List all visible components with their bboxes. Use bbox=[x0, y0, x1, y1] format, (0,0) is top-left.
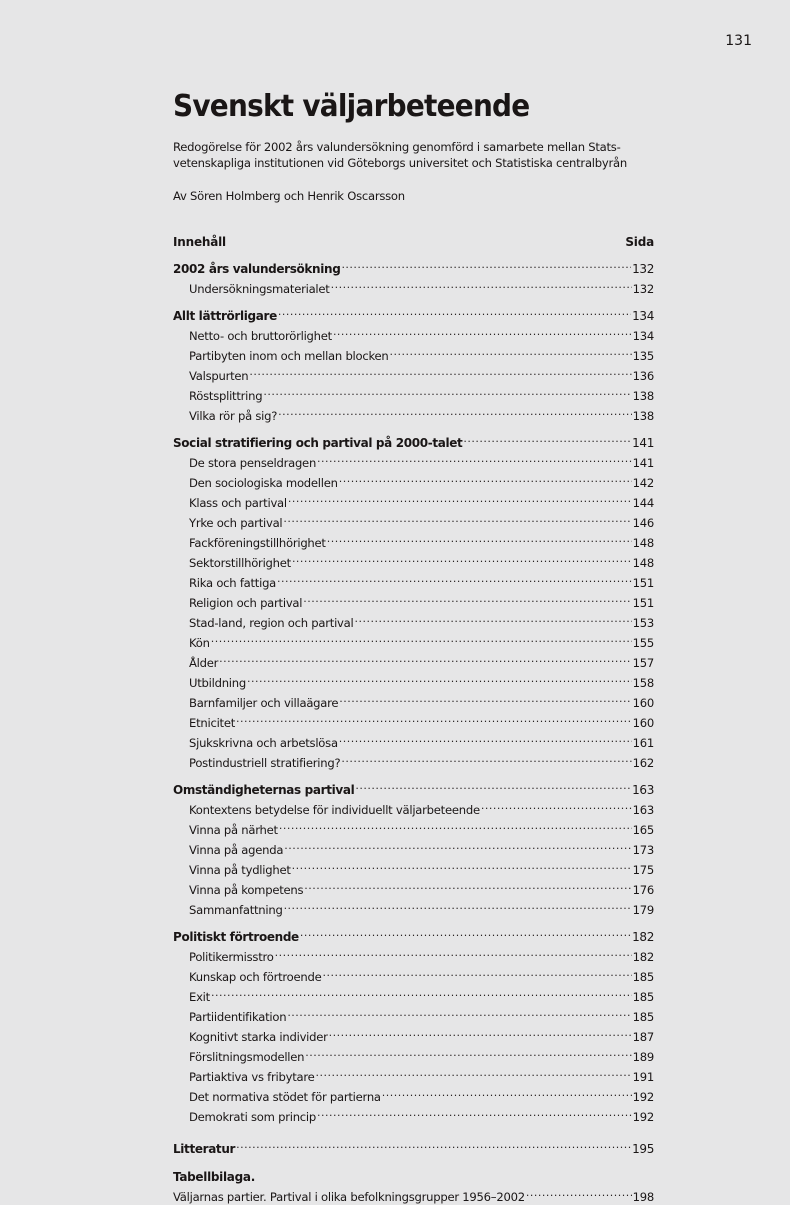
toc-dot-leader bbox=[331, 277, 632, 293]
toc-entry[interactable] bbox=[173, 945, 654, 965]
toc-entry-title: Demokrati som princip bbox=[189, 1110, 316, 1124]
toc-dot-leader bbox=[339, 731, 632, 747]
toc-entry-page: 175 bbox=[632, 863, 654, 877]
toc-entry-title: Etnicitet bbox=[189, 716, 236, 730]
document-title: Svenskt väljarbeteende bbox=[173, 89, 530, 124]
toc-dot-leader bbox=[236, 711, 632, 727]
toc-entry-page: 157 bbox=[632, 656, 654, 670]
subtitle-line: vetenskapliga institutionen vid Göteborgs universitet och Statistiska centralbyrån bbox=[173, 156, 627, 170]
toc-entry[interactable] bbox=[173, 985, 654, 1005]
toc-dot-leader bbox=[278, 404, 631, 420]
toc-entry-title: Stad-land, region och partival bbox=[189, 616, 354, 630]
toc-entry[interactable] bbox=[173, 1025, 654, 1045]
toc-entry[interactable] bbox=[173, 591, 654, 611]
toc-dot-leader bbox=[341, 751, 631, 767]
toc-entry[interactable] bbox=[173, 711, 654, 731]
toc-entry[interactable] bbox=[173, 531, 654, 551]
toc-dot-leader bbox=[339, 471, 632, 487]
toc-entry-title: Sammanfattning bbox=[189, 903, 283, 917]
toc-entry[interactable] bbox=[173, 1105, 654, 1125]
toc-entry-page: 155 bbox=[632, 636, 654, 650]
toc-entry[interactable] bbox=[173, 751, 654, 771]
toc-entry-title: De stora penseldragen bbox=[189, 456, 317, 470]
toc-entry-title: Den sociologiska modellen bbox=[189, 476, 338, 490]
document-authors: Av Sören Holmberg och Henrik Oscarsson bbox=[173, 189, 405, 203]
toc-entry-page: 162 bbox=[632, 756, 654, 770]
toc-entry-page: 176 bbox=[632, 883, 654, 897]
toc-entry[interactable] bbox=[173, 1085, 654, 1105]
toc-dot-leader bbox=[236, 1137, 631, 1153]
toc-dot-leader bbox=[323, 965, 632, 981]
toc-entry-page: 187 bbox=[632, 1030, 654, 1044]
toc-section-heading[interactable] bbox=[173, 304, 654, 324]
toc-dot-leader bbox=[211, 631, 632, 647]
toc-dot-leader bbox=[277, 571, 632, 587]
toc-dot-leader bbox=[304, 878, 631, 894]
toc-entry-title: Litteratur bbox=[173, 1142, 236, 1156]
toc-dot-leader bbox=[341, 257, 631, 273]
toc-entry[interactable] bbox=[173, 1005, 654, 1025]
toc-dot-leader bbox=[288, 491, 632, 507]
toc-entry-page: 141 bbox=[632, 456, 654, 470]
toc-entry-title: Social stratifiering och partival på 2000-talet bbox=[173, 436, 463, 450]
toc-dot-leader bbox=[284, 898, 632, 914]
toc-entry-title: Förslitningsmodellen bbox=[189, 1050, 305, 1064]
toc-entry-title: Politiskt förtroende bbox=[173, 930, 299, 944]
toc-entry[interactable] bbox=[173, 324, 654, 344]
toc-entry-title: Rika och fattiga bbox=[189, 576, 277, 590]
toc-section bbox=[173, 304, 654, 424]
toc-entry-title: Vinna på närhet bbox=[189, 823, 278, 837]
toc-entry[interactable] bbox=[173, 1065, 654, 1085]
toc-dot-leader bbox=[329, 1025, 632, 1041]
toc-entry-page: 141 bbox=[632, 436, 654, 450]
toc-dot-leader bbox=[300, 925, 631, 941]
toc-entry-title: Netto- och bruttorörlighet bbox=[189, 329, 332, 343]
toc-header-contents: Innehåll bbox=[173, 235, 226, 249]
toc-dot-leader bbox=[333, 324, 632, 340]
toc-entry-title: Utbildning bbox=[189, 676, 246, 690]
toc-entry[interactable] bbox=[173, 611, 654, 631]
toc-dot-leader bbox=[284, 838, 631, 854]
toc-entry-title: Ålder bbox=[189, 656, 219, 670]
toc-entry-page: 160 bbox=[632, 696, 654, 710]
toc-dot-leader bbox=[355, 778, 631, 794]
toc-entry-page: 195 bbox=[632, 1142, 654, 1156]
toc-entry-page: 138 bbox=[632, 409, 654, 423]
toc-entry-title: Barnfamiljer och villaägare bbox=[189, 696, 339, 710]
toc-dot-leader bbox=[463, 431, 631, 447]
toc-entry-page: 165 bbox=[632, 823, 654, 837]
toc-entry-title: Vinna på agenda bbox=[189, 843, 284, 857]
toc-header bbox=[173, 234, 654, 250]
toc-entry-title: 2002 års valundersökning bbox=[173, 262, 341, 276]
toc-entry-title: Kontextens betydelse för individuellt väljarbeteende bbox=[189, 803, 480, 817]
toc-entry-page: 185 bbox=[632, 1010, 654, 1024]
toc-entry[interactable] bbox=[173, 471, 654, 491]
toc-entry[interactable] bbox=[173, 451, 654, 471]
toc-entry-title: Partibyten inom och mellan blocken bbox=[189, 349, 389, 363]
toc-entry-page: 134 bbox=[632, 329, 654, 343]
toc-dot-leader bbox=[382, 1085, 632, 1101]
toc-dot-leader bbox=[292, 858, 632, 874]
toc-entry[interactable] bbox=[173, 344, 654, 364]
toc-dot-leader bbox=[316, 1065, 632, 1081]
toc-entry-page: 163 bbox=[632, 783, 654, 797]
toc-section bbox=[173, 1137, 654, 1157]
toc-dot-leader bbox=[211, 985, 632, 1001]
toc-entry-title: Det normativa stödet för partierna bbox=[189, 1090, 381, 1104]
subtitle-line: Redogörelse för 2002 års valundersökning genomförd i samarbete mellan Stats- bbox=[173, 140, 621, 154]
toc-entry-title: Yrke och partival bbox=[189, 516, 283, 530]
toc-dot-leader bbox=[275, 945, 632, 961]
document-content bbox=[173, 88, 654, 1205]
toc-entry-title: Klass och partival bbox=[189, 496, 287, 510]
toc-entry-page: 151 bbox=[632, 576, 654, 590]
toc-dot-leader bbox=[390, 344, 632, 360]
toc-entry-page: 148 bbox=[632, 536, 654, 550]
toc-entry-title: Omständigheternas partival bbox=[173, 783, 355, 797]
toc-appendix-entry[interactable] bbox=[173, 1185, 654, 1205]
toc-entry-page: 132 bbox=[632, 282, 654, 296]
toc-appendix bbox=[173, 1169, 654, 1205]
toc-section bbox=[173, 925, 654, 1125]
toc-entry-page: 192 bbox=[632, 1110, 654, 1124]
toc-entry-title: Kunskap och förtroende bbox=[189, 970, 322, 984]
toc-entry[interactable] bbox=[173, 364, 654, 384]
toc-section-heading[interactable] bbox=[173, 778, 654, 798]
toc-entry[interactable] bbox=[173, 511, 654, 531]
toc-entry[interactable] bbox=[173, 671, 654, 691]
table-of-contents bbox=[173, 257, 654, 1157]
toc-entry-title: Väljarnas partier. Partival i olika befolkningsgrupper 1956–2002 bbox=[173, 1190, 525, 1204]
toc-section-heading[interactable] bbox=[173, 257, 654, 277]
toc-entry[interactable] bbox=[173, 571, 654, 591]
toc-dot-leader bbox=[287, 1005, 631, 1021]
toc-entry-title: Vinna på tydlighet bbox=[189, 863, 291, 877]
toc-entry-page: 134 bbox=[632, 309, 654, 323]
toc-entry[interactable] bbox=[173, 384, 654, 404]
toc-dot-leader bbox=[327, 531, 632, 547]
toc-section-heading[interactable] bbox=[173, 925, 654, 945]
toc-entry[interactable] bbox=[173, 404, 654, 424]
toc-entry[interactable] bbox=[173, 491, 654, 511]
toc-entry[interactable] bbox=[173, 858, 654, 878]
toc-entry-page: 173 bbox=[632, 843, 654, 857]
toc-section-heading[interactable] bbox=[173, 431, 654, 451]
toc-entry-page: 185 bbox=[632, 970, 654, 984]
toc-entry-page: 142 bbox=[632, 476, 654, 490]
toc-entry-page: 158 bbox=[632, 676, 654, 690]
toc-entry-page: 179 bbox=[632, 903, 654, 917]
toc-entry-title: Kognitivt starka individer bbox=[189, 1030, 328, 1044]
toc-dot-leader bbox=[263, 384, 631, 400]
toc-entry[interactable] bbox=[173, 818, 654, 838]
toc-entry-page: 148 bbox=[632, 556, 654, 570]
toc-entry-page: 136 bbox=[632, 369, 654, 383]
toc-entry-title: Partiaktiva vs fribytare bbox=[189, 1070, 315, 1084]
toc-header-page: Sida bbox=[625, 235, 654, 249]
toc-entry-page: 163 bbox=[632, 803, 654, 817]
toc-entry-page: 189 bbox=[632, 1050, 654, 1064]
toc-entry-page: 182 bbox=[632, 950, 654, 964]
toc-entry-page: 160 bbox=[632, 716, 654, 730]
toc-dot-leader bbox=[283, 511, 631, 527]
toc-entry-title: Partiidentifikation bbox=[189, 1010, 287, 1024]
toc-entry-page: 151 bbox=[632, 596, 654, 610]
toc-section bbox=[173, 257, 654, 297]
toc-entry-title: Politikermisstro bbox=[189, 950, 274, 964]
toc-entry[interactable] bbox=[173, 798, 654, 818]
toc-entry[interactable] bbox=[173, 691, 654, 711]
toc-entry[interactable] bbox=[173, 1045, 654, 1065]
toc-dot-leader bbox=[279, 818, 632, 834]
toc-entry-title: Röstsplittring bbox=[189, 389, 263, 403]
toc-entry[interactable] bbox=[173, 838, 654, 858]
toc-entry-title: Allt lättrörligare bbox=[173, 309, 277, 323]
toc-dot-leader bbox=[355, 611, 632, 627]
page-number: 131 bbox=[725, 33, 752, 49]
toc-dot-leader bbox=[339, 691, 631, 707]
toc-entry[interactable] bbox=[173, 631, 654, 651]
toc-dot-leader bbox=[317, 451, 632, 467]
toc-entry[interactable] bbox=[173, 731, 654, 751]
toc-dot-leader bbox=[292, 551, 632, 567]
toc-entry[interactable] bbox=[173, 878, 654, 898]
toc-dot-leader bbox=[317, 1105, 632, 1121]
toc-entry-page: 138 bbox=[632, 389, 654, 403]
toc-entry-page: 146 bbox=[632, 516, 654, 530]
toc-dot-leader bbox=[303, 591, 631, 607]
toc-entry[interactable] bbox=[173, 277, 654, 297]
toc-dot-leader bbox=[249, 364, 631, 380]
toc-entry-page: 198 bbox=[632, 1190, 654, 1204]
toc-entry-title: Sektorstillhörighet bbox=[189, 556, 291, 570]
toc-appendix-title: Tabellbilaga. bbox=[173, 1170, 255, 1184]
toc-entry-title: Valspurten bbox=[189, 369, 249, 383]
toc-entry-title: Vinna på kompetens bbox=[189, 883, 304, 897]
document-subtitle bbox=[173, 139, 654, 171]
toc-entry-title: Undersökningsmaterialet bbox=[189, 282, 330, 296]
toc-entry-page: 135 bbox=[632, 349, 654, 363]
toc-entry-page: 153 bbox=[632, 616, 654, 630]
toc-entry[interactable] bbox=[173, 551, 654, 571]
toc-entry-page: 161 bbox=[632, 736, 654, 750]
toc-entry-page: 144 bbox=[632, 496, 654, 510]
toc-entry-title: Kön bbox=[189, 636, 210, 650]
toc-entry-page: 192 bbox=[632, 1090, 654, 1104]
toc-entry-page: 185 bbox=[632, 990, 654, 1004]
toc-section-heading[interactable] bbox=[173, 1137, 654, 1157]
toc-dot-leader bbox=[278, 304, 631, 320]
toc-section bbox=[173, 778, 654, 918]
toc-entry[interactable] bbox=[173, 651, 654, 671]
toc-entry[interactable] bbox=[173, 898, 654, 918]
toc-entry-title: Vilka rör på sig? bbox=[189, 409, 278, 423]
toc-dot-leader bbox=[219, 651, 631, 667]
toc-dot-leader bbox=[526, 1185, 632, 1201]
toc-dot-leader bbox=[305, 1045, 631, 1061]
toc-section bbox=[173, 431, 654, 771]
toc-entry[interactable] bbox=[173, 965, 654, 985]
toc-entry-title: Sjukskrivna och arbetslösa bbox=[189, 736, 338, 750]
toc-entry-title: Postindustriell stratifiering? bbox=[189, 756, 341, 770]
toc-entry-page: 191 bbox=[632, 1070, 654, 1084]
toc-dot-leader bbox=[247, 671, 632, 687]
toc-entry-page: 132 bbox=[632, 262, 654, 276]
toc-dot-leader bbox=[481, 798, 632, 814]
toc-entry-title: Religion och partival bbox=[189, 596, 303, 610]
toc-entry-title: Exit bbox=[189, 990, 210, 1004]
toc-entry-title: Fackföreningstillhörighet bbox=[189, 536, 326, 550]
toc-entry-page: 182 bbox=[632, 930, 654, 944]
